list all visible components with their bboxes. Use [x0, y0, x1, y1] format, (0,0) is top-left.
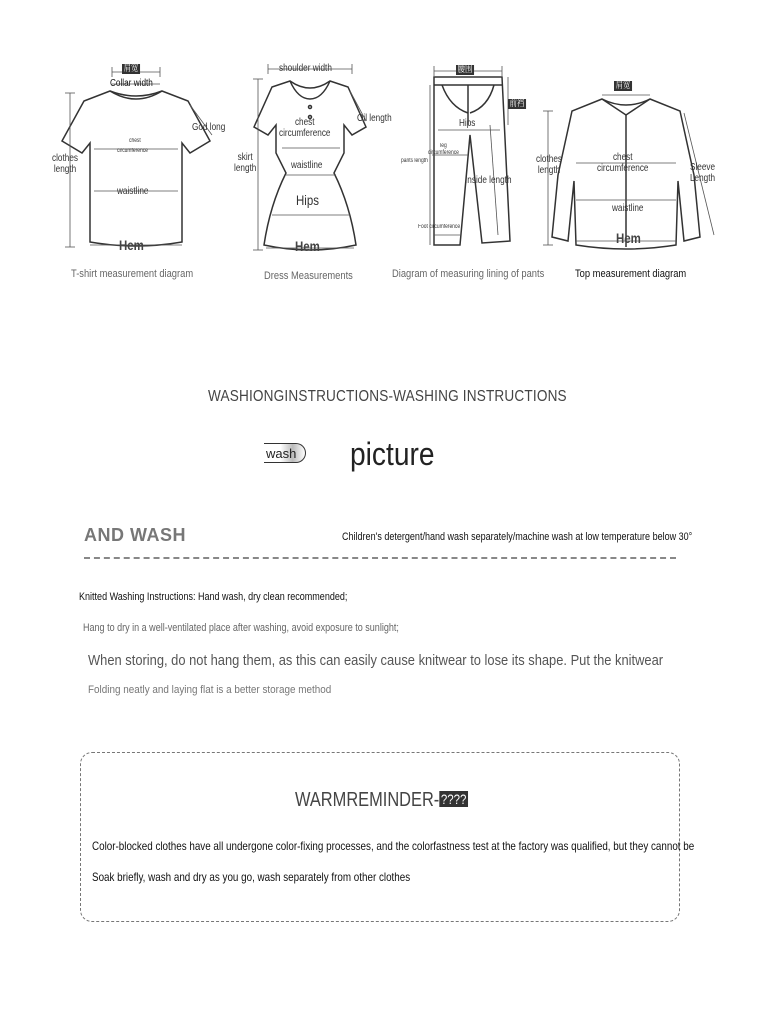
pants-length-label: pants length	[401, 158, 428, 164]
dress-chest-label: chest circumference	[279, 117, 331, 139]
top-length-label: clothes length	[536, 154, 562, 176]
dress-diagram	[232, 55, 392, 265]
tshirt-cjk-label: 肩宽	[123, 63, 139, 73]
warm-reminder-box	[80, 752, 680, 922]
instruction-line: When storing, do not hang them, as this can easily cause knitwear to lose its shape. Put the knitwear	[88, 652, 664, 669]
instruction-line: Folding neatly and laying flat is a better storage method	[88, 684, 332, 696]
top-hem-label: Hem	[616, 230, 641, 246]
pants-hips-label: Hips	[459, 118, 476, 129]
instruction-line: Knitted Washing Instructions: Hand wash, dry clean recommended;	[79, 591, 348, 603]
pants-leg-label: leg circumference	[428, 143, 459, 156]
dress-shoulder-label: shoulder width	[279, 63, 332, 74]
dress-caption: Dress Measurements	[264, 270, 353, 282]
top-waistline-label: waistline	[612, 203, 644, 214]
pants-caption: Diagram of measuring lining of pants	[392, 268, 545, 280]
pants-diagram	[398, 55, 538, 265]
dashed-divider	[84, 557, 676, 559]
top-sleeve-label: Sleeve Length	[690, 162, 716, 184]
pants-cjk-top: 腰围	[457, 64, 473, 74]
tshirt-hem-label: Hem	[119, 237, 144, 253]
top-cjk-label: 肩宽	[615, 80, 631, 90]
and-wash-description: Children's detergent/hand wash separately/machine wash at low temperature below 30°	[342, 531, 693, 543]
top-chest-label: chest circumference	[597, 152, 649, 174]
warm-reminder-title	[295, 789, 468, 812]
tshirt-chest-label: chest	[129, 138, 141, 144]
top-diagram	[534, 55, 724, 265]
washing-section-title: WASHIONGINSTRUCTIONS-WASHING INSTRUCTIONS	[208, 388, 567, 405]
picture-heading: picture	[350, 436, 435, 472]
wash-label-pill: wash	[264, 443, 306, 463]
reminder-line: Color-blocked clothes have all undergone color-fixing processes, and the colorfastness test at the factory was qualified, but they cannot be	[92, 839, 695, 853]
dress-sleeve-label: Oil length	[357, 113, 392, 124]
tshirt-collar-label: Collar width	[110, 78, 153, 89]
instruction-line: Hang to dry in a well-ventilated place after washing, avoid exposure to sunlight;	[83, 622, 399, 634]
dress-hem-label: Hem	[295, 238, 320, 254]
pants-foot-label: Foot circumference	[418, 224, 461, 230]
dress-waistline-label: waistline	[291, 160, 323, 171]
warm-reminder-title-text: WARMREMINDER-	[295, 789, 440, 811]
tshirt-waistline-label: waistline	[117, 186, 149, 197]
tshirt-length-label: clothes length	[52, 153, 78, 175]
dress-hips-label: Hips	[296, 192, 319, 208]
tshirt-diagram	[50, 55, 240, 265]
pants-inside-label: Inside length	[465, 175, 512, 186]
tshirt-circumference-label: circumference	[117, 148, 148, 154]
warm-reminder-title-glyphs: ????	[440, 791, 467, 807]
reminder-line: Soak briefly, wash and dry as you go, wash separately from other clothes	[92, 870, 411, 884]
and-wash-heading: AND WASH	[84, 525, 186, 545]
top-caption: Top measurement diagram	[575, 268, 687, 280]
tshirt-caption: T-shirt measurement diagram	[71, 268, 194, 280]
dress-length-label: skirt length	[234, 152, 257, 174]
pants-cjk-side: 前裆	[509, 98, 525, 108]
tshirt-sleeve-label: God long	[192, 122, 226, 133]
